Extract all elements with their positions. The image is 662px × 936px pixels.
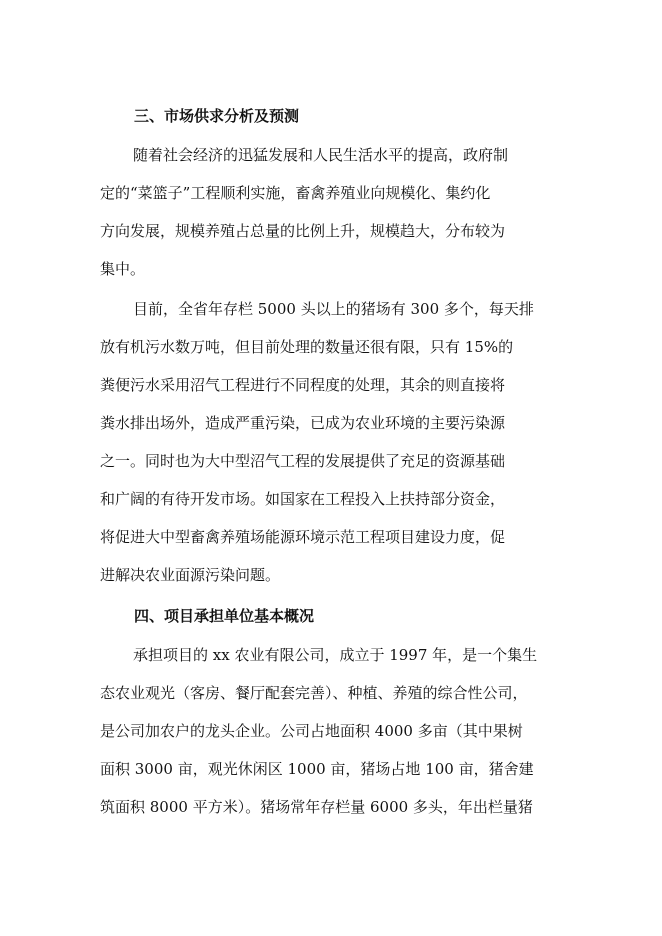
section4-p1-line3: 是公司加农户的龙头企业。公司占地面积 4000 多亩（其中果树: [100, 722, 523, 740]
section4-p1-line2: 态农业观光（客房、餐厅配套完善）、种植、养殖的综合性公司，: [100, 684, 528, 702]
section3-p2-line2: 放有机污水数万吨，但目前处理的数量还很有限，只有 15%的: [100, 338, 514, 356]
section3-p2-line8: 进解决农业面源污染问题。: [100, 566, 281, 584]
section3-p1-line4: 集中。: [100, 260, 146, 278]
section3-p2-line4: 粪水排出场外，造成严重污染，已成为农业环境的主要污染源: [100, 414, 506, 432]
section3-p1-line2: 定的“菜篮子”工程顺利实施，畜禽养殖业向规模化、集约化: [100, 184, 491, 202]
section3-p1-line1: 随着社会经济的迅猛发展和人民生活水平的提高，政府制: [133, 146, 509, 164]
section3-p2-line1: 目前，全省年存栏 5000 头以上的猪场有 300 多个，每天排: [133, 300, 534, 318]
section4-p1-line1: 承担项目的 xx 农业有限公司，成立于 1997 年，是一个集生: [133, 646, 538, 664]
section3-p2-line3: 粪便污水采用沼气工程进行不同程度的处理，其余的则直接将: [100, 376, 506, 394]
section3-p2-line6: 和广阔的有待开发市场。如国家在工程投入上扶持部分资金，: [100, 490, 506, 508]
section4-p1-line4: 面积 3000 亩，观光休闲区 1000 亩，猪场占地 100 亩，猪舍建: [100, 760, 534, 778]
section4-heading: 四、项目承担单位基本概况: [134, 607, 315, 625]
section3-p2-line7: 将促进大中型畜禽养殖场能源环境示范工程项目建设力度，促: [100, 528, 506, 546]
section3-p2-line5: 之一。同时也为大中型沼气工程的发展提供了充足的资源基础: [100, 452, 506, 470]
section3-heading: 三、市场供求分析及预测: [134, 107, 300, 125]
section4-p1-line5: 筑面积 8000 平方米）。猪场常年存栏量 6000 多头，年出栏量猪: [100, 798, 533, 816]
section3-p1-line3: 方向发展，规模养殖占总量的比例上升，规模趋大，分布较为: [100, 222, 506, 240]
